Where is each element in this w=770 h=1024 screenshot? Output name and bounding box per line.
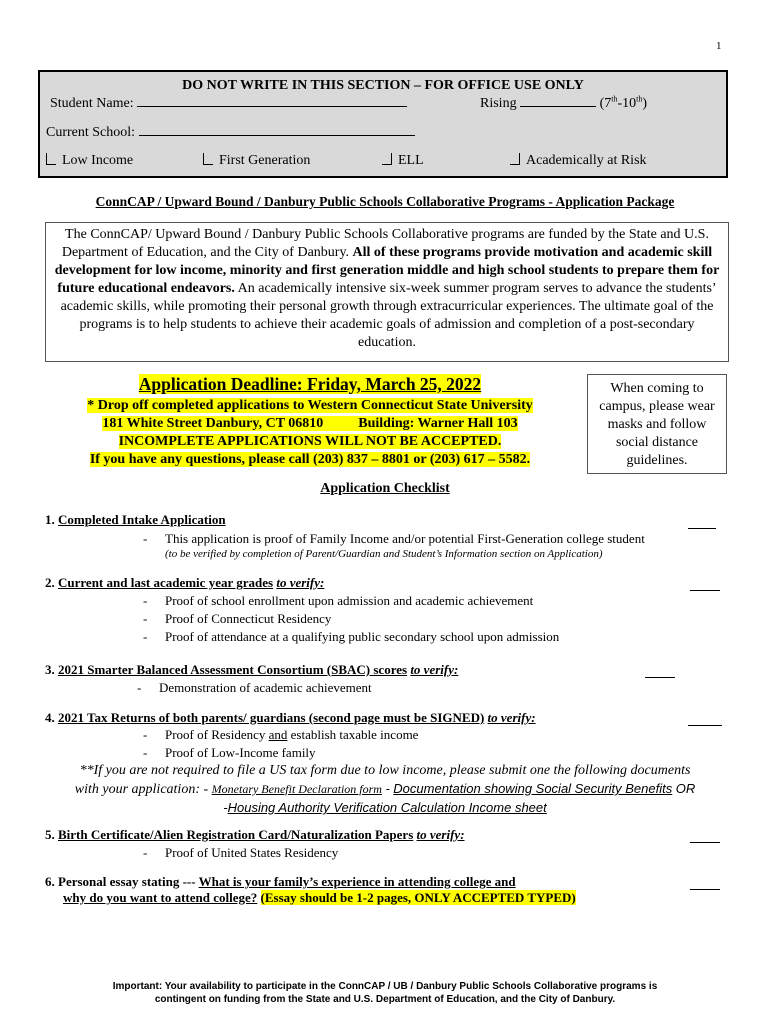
checklist-item-6-line-2: why do you want to attend college? (Essay should be 1-2 pages, ONLY ACCEPTED TYPED): [63, 890, 576, 905]
intro-text-1: The ConnCAP/ Upward Bound / Danbury Public Schools Collaborative programs are funded by the State and U.S. Department of Education, and the City of Danbury.: [61, 227, 709, 260]
checklist-item-3: 3. 2021 Smarter Balanced Assessment Consortium (SBAC) scores to verify:: [45, 662, 459, 677]
checklist-item-6: 6. Personal essay stating --- What is your family’s experience in attending college and: [45, 874, 516, 889]
page-number: 1: [716, 40, 722, 52]
intro-text-2: An academically intensive six-week summer program serves to advance the students’ academic skills, while promoting their personal growth through extracurricular experiences. The ultimate goal of the programs is to help students to achieve their academic goals of admission and completion of a post-secondary education.: [60, 281, 717, 350]
intro-text-bold: All of these programs provide motivation and academic skill development for low income, minority and first generation middle and high school students to prepare them for future educational endeavors.: [54, 245, 720, 296]
item-1-note: (to be verified by completion of Parent/Guardian and Student’s Information section on Application): [165, 548, 603, 560]
rising-range: (7th-10th): [599, 94, 648, 111]
student-name-label: Student Name:: [50, 96, 134, 111]
contact-phone: If you have any questions, please call (203) 837 – 8801 or (203) 617 – 5582.: [89, 452, 531, 467]
dropoff-address: 181 White Street Danbury, CT 06810 Building: Warner Hall 103: [102, 416, 518, 431]
checkbox-icon: [382, 153, 392, 165]
office-use-title: DO NOT WRITE IN THIS SECTION – FOR OFFICE USE ONLY: [182, 78, 584, 93]
item-4-sub-2: - Proof of Low-Income family: [143, 745, 316, 760]
covid-notice: When coming to campus, please wear masks and follow social distance guidelines.: [587, 374, 727, 474]
incomplete-warning: INCOMPLETE APPLICATIONS WILL NOT BE ACCEPTED.: [118, 434, 502, 449]
checkbox-low-income[interactable]: Low Income: [46, 153, 133, 169]
dropoff-line-1: * Drop off completed applications to Western Connecticut State University: [87, 398, 533, 413]
current-school-blank[interactable]: [139, 123, 415, 136]
tax-note-line-2: with your application: - Monetary Benefit Declaration form - Documentation showing Social Security Benefits OR: [74, 781, 696, 797]
checkbox-first-generation[interactable]: First Generation: [203, 153, 310, 169]
item-6-blank[interactable]: [690, 877, 720, 895]
program-description: [45, 222, 729, 362]
item-3-sub-1: - Demonstration of academic achievement: [137, 680, 372, 695]
rising-label: Rising: [480, 96, 517, 111]
checkbox-academically-at-risk[interactable]: Academically at Risk: [510, 153, 647, 169]
checklist-item-1: 1. Completed Intake Application: [45, 512, 226, 527]
item-1-blank[interactable]: [688, 516, 716, 534]
funding-disclaimer: Important: Your availability to participate in the ConnCAP / UB / Danbury Public Schools Collaborative programs is contingent on funding from the State and U.S. Department of Education, and the City of Danbury.: [112, 981, 658, 1005]
item-2-sub-3: - Proof of attendance at a qualifying public secondary school upon admission: [143, 629, 560, 644]
office-use-section: [38, 70, 728, 178]
checklist-item-4: 4. 2021 Tax Returns of both parents/ guardians (second page must be SIGNED) to verify:: [45, 710, 536, 725]
item-2-sub-1: - Proof of school enrollment upon admission and academic achievement: [143, 593, 534, 608]
item-5-sub-1: - Proof of United States Residency: [143, 845, 339, 860]
application-deadline: Application Deadline: Friday, March 25, 2022: [138, 374, 482, 394]
checklist-title: Application Checklist: [320, 481, 450, 496]
checklist-item-2: 2. Current and last academic year grades to verify:: [45, 575, 325, 590]
student-name-row: [50, 94, 407, 112]
checkbox-icon: [510, 153, 520, 165]
item-2-blank[interactable]: [690, 578, 720, 596]
student-name-blank[interactable]: [137, 94, 407, 107]
item-2-sub-2: - Proof of Connecticut Residency: [143, 611, 332, 626]
rising-blank[interactable]: [520, 94, 596, 107]
item-3-blank[interactable]: [645, 665, 675, 683]
package-title: ConnCAP / Upward Bound / Danbury Public Schools Collaborative Programs - Application Package: [95, 194, 675, 209]
current-school-label: Current School:: [46, 125, 136, 140]
item-4-blank[interactable]: [688, 713, 722, 731]
checkbox-icon: [203, 153, 213, 165]
item-4-sub-1: - Proof of Residency and establish taxable income: [143, 727, 419, 742]
tax-note-line-3: -Housing Authority Verification Calculation Income sheet: [223, 800, 547, 815]
checkbox-ell[interactable]: ELL: [382, 153, 424, 169]
checklist-item-5: 5. Birth Certificate/Alien Registration Card/Naturalization Papers to verify:: [45, 827, 465, 842]
checkbox-icon: [46, 153, 56, 165]
essay-requirement: (Essay should be 1-2 pages, ONLY ACCEPTED TYPED): [260, 890, 576, 905]
current-school-row: [46, 123, 415, 141]
item-5-blank[interactable]: [690, 830, 720, 848]
item-1-sub-1: - This application is proof of Family Income and/or potential First-Generation college student: [143, 531, 645, 546]
tax-note-line-1: **If you are not required to file a US tax form due to low income, please submit one the following documents: [79, 763, 691, 778]
tax-exemption-note: [0, 762, 770, 818]
rising-row: [480, 94, 647, 112]
